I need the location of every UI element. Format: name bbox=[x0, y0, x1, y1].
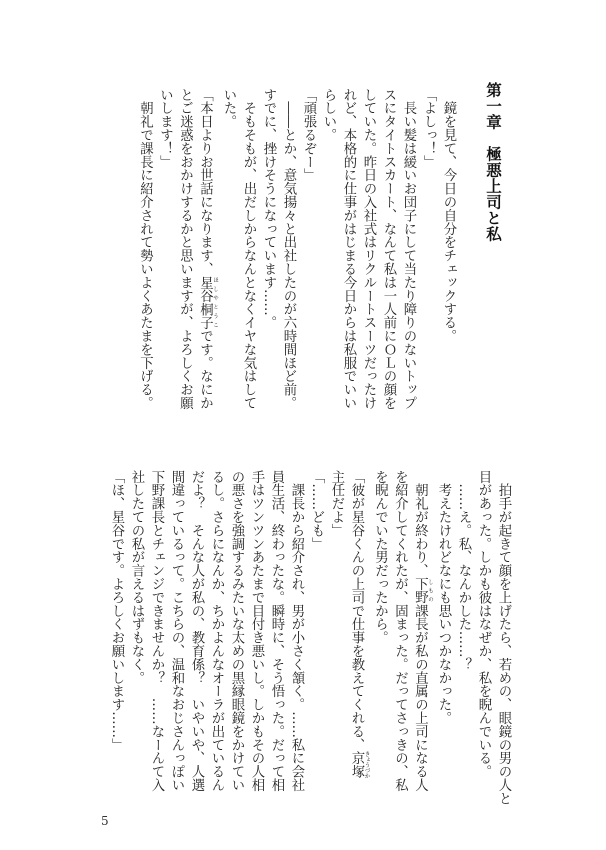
line-text: 下野課長とチェンジできませんか？ ……なーんて入 bbox=[149, 470, 164, 792]
line-text: 課長が私の直属の上司になる人 bbox=[412, 604, 428, 792]
line-text: らしい。 bbox=[321, 88, 336, 142]
line-text: 員生活、終わったな。瞬時に、そう悟った。だって相 bbox=[269, 470, 284, 792]
text-line bbox=[106, 470, 126, 800]
line-text: 「彼が星谷くんの上司で仕事を教えてくれる、 bbox=[349, 470, 364, 752]
text-line bbox=[195, 88, 219, 408]
ruby-word bbox=[412, 577, 433, 605]
text-line bbox=[186, 470, 206, 800]
ruby-reading: きょうづか bbox=[363, 751, 370, 779]
top-text-block bbox=[0, 88, 458, 408]
ruby-base: 星谷桐子 bbox=[197, 275, 213, 330]
text-line bbox=[126, 470, 146, 800]
line-text: 「……ども」 bbox=[309, 470, 324, 551]
line-text: していた。昨日の入社式はリクルートスーツだったけ bbox=[361, 88, 376, 410]
line-text: 朝礼が終わり、 bbox=[412, 470, 428, 578]
text-line bbox=[238, 88, 258, 408]
text-line bbox=[218, 88, 238, 408]
line-text: るし。さらになんか、ちかよんなオーラが出ているん bbox=[209, 470, 224, 792]
ruby-word bbox=[349, 751, 370, 779]
text-line bbox=[266, 470, 286, 800]
line-text: 「よしっ！」 bbox=[421, 88, 436, 169]
text-line bbox=[453, 470, 473, 800]
ruby-word bbox=[197, 275, 218, 330]
ruby-reading: ほしやとうこ bbox=[212, 275, 218, 330]
line-text: だよ？ そんな人が私の、教育係？ いやいや、人選 bbox=[189, 470, 204, 792]
line-text: いた。 bbox=[221, 88, 236, 129]
text-line bbox=[318, 88, 338, 408]
text-line bbox=[146, 470, 166, 800]
line-text: を紹介してくれたが、固まった。だってさっきの、私 bbox=[392, 470, 408, 792]
line-text: を睨んでいた男だったから。 bbox=[372, 470, 388, 645]
text-line bbox=[298, 88, 318, 408]
line-text: の悪さを強調するみたいな太めの黒縁眼鏡をかけてい bbox=[229, 470, 244, 792]
line-text: 長い髪は緩いお団子にして当たり障りのないトップ bbox=[401, 88, 416, 410]
text-line bbox=[155, 88, 175, 408]
line-text: そもそもが、出だしからなんとなくイヤな気はして bbox=[241, 88, 256, 410]
text-line bbox=[286, 470, 306, 800]
text-line bbox=[278, 88, 298, 408]
text-line bbox=[378, 88, 398, 408]
text-line bbox=[246, 470, 266, 800]
text-line bbox=[175, 88, 195, 408]
text-line bbox=[398, 88, 418, 408]
text-line bbox=[338, 88, 358, 408]
line-text: です。なにか bbox=[197, 329, 213, 410]
chapter-title: 第一章 極悪上司と私 bbox=[484, 82, 503, 242]
text-line bbox=[358, 88, 378, 408]
line-text: すでに、挫けそうになっています……。 bbox=[261, 88, 276, 330]
line-text: 主任だよ」 bbox=[329, 470, 344, 537]
line-text: 「ほ、星谷です。よろしくお願いします……」 bbox=[109, 470, 124, 752]
line-text: 手はツンツンあたまで目付き悪いし。しかもその人相 bbox=[249, 470, 264, 792]
text-line bbox=[433, 470, 453, 800]
text-line bbox=[306, 470, 326, 800]
line-text: れど、本格的に仕事がはじまる今日からは私服でいい bbox=[341, 88, 356, 410]
ruby-base: 京塚 bbox=[349, 751, 364, 779]
line-text: ――とか、意気揚々と出社したのが六時間ほど前。 bbox=[281, 88, 296, 410]
line-text: ……え。私、なんかした……？ bbox=[456, 470, 471, 671]
text-line bbox=[390, 470, 410, 800]
ruby-base: 下野 bbox=[412, 577, 428, 605]
text-line bbox=[206, 470, 226, 800]
text-line bbox=[226, 470, 246, 800]
text-line bbox=[418, 88, 438, 408]
line-text: 考えたけれどなにも思いつかなかった。 bbox=[436, 470, 451, 725]
text-line bbox=[166, 470, 186, 800]
page-number: 5 bbox=[101, 814, 109, 828]
text-line bbox=[135, 88, 155, 408]
text-line bbox=[438, 88, 458, 408]
text-line bbox=[258, 88, 278, 408]
text-line bbox=[326, 470, 346, 800]
line-text: スにタイトスカート、なんて私は一人前にＯＬの顔を bbox=[381, 88, 396, 410]
line-text: 朝礼で課長に紹介されて勢いよくあたまを下げる。 bbox=[137, 88, 153, 410]
line-text: 課長から紹介され、男が小さく頷く。……私に会社 bbox=[289, 470, 304, 792]
line-text: いします！」 bbox=[157, 88, 173, 169]
line-text: 間違っているって。こちらの、温和なおじさんっぽい bbox=[169, 470, 184, 792]
line-text: 鏡を見て、今日の自分をチェックする。 bbox=[441, 88, 456, 343]
text-line bbox=[410, 470, 434, 800]
line-text: とご迷惑をおかけするかと思いますが、よろしくお願 bbox=[177, 88, 193, 410]
text-line bbox=[370, 470, 390, 800]
bottom-text-block bbox=[0, 470, 513, 805]
ruby-reading: しもの bbox=[427, 577, 433, 605]
text-line bbox=[346, 470, 370, 800]
text-line bbox=[473, 470, 493, 800]
text-line bbox=[493, 470, 513, 805]
line-text: 「本日よりお世話になります、 bbox=[197, 88, 213, 276]
line-text: 目があった。しかも彼はなぜか、私を睨んでいる。 bbox=[476, 470, 491, 779]
line-text: 拍手が起きて顔を上げたら、若めの、眼鏡の男の人と bbox=[496, 470, 511, 805]
line-text: 社したての私が言えるはずもなく。 bbox=[129, 470, 144, 685]
line-text: 「頑張るぞー」 bbox=[301, 88, 316, 182]
